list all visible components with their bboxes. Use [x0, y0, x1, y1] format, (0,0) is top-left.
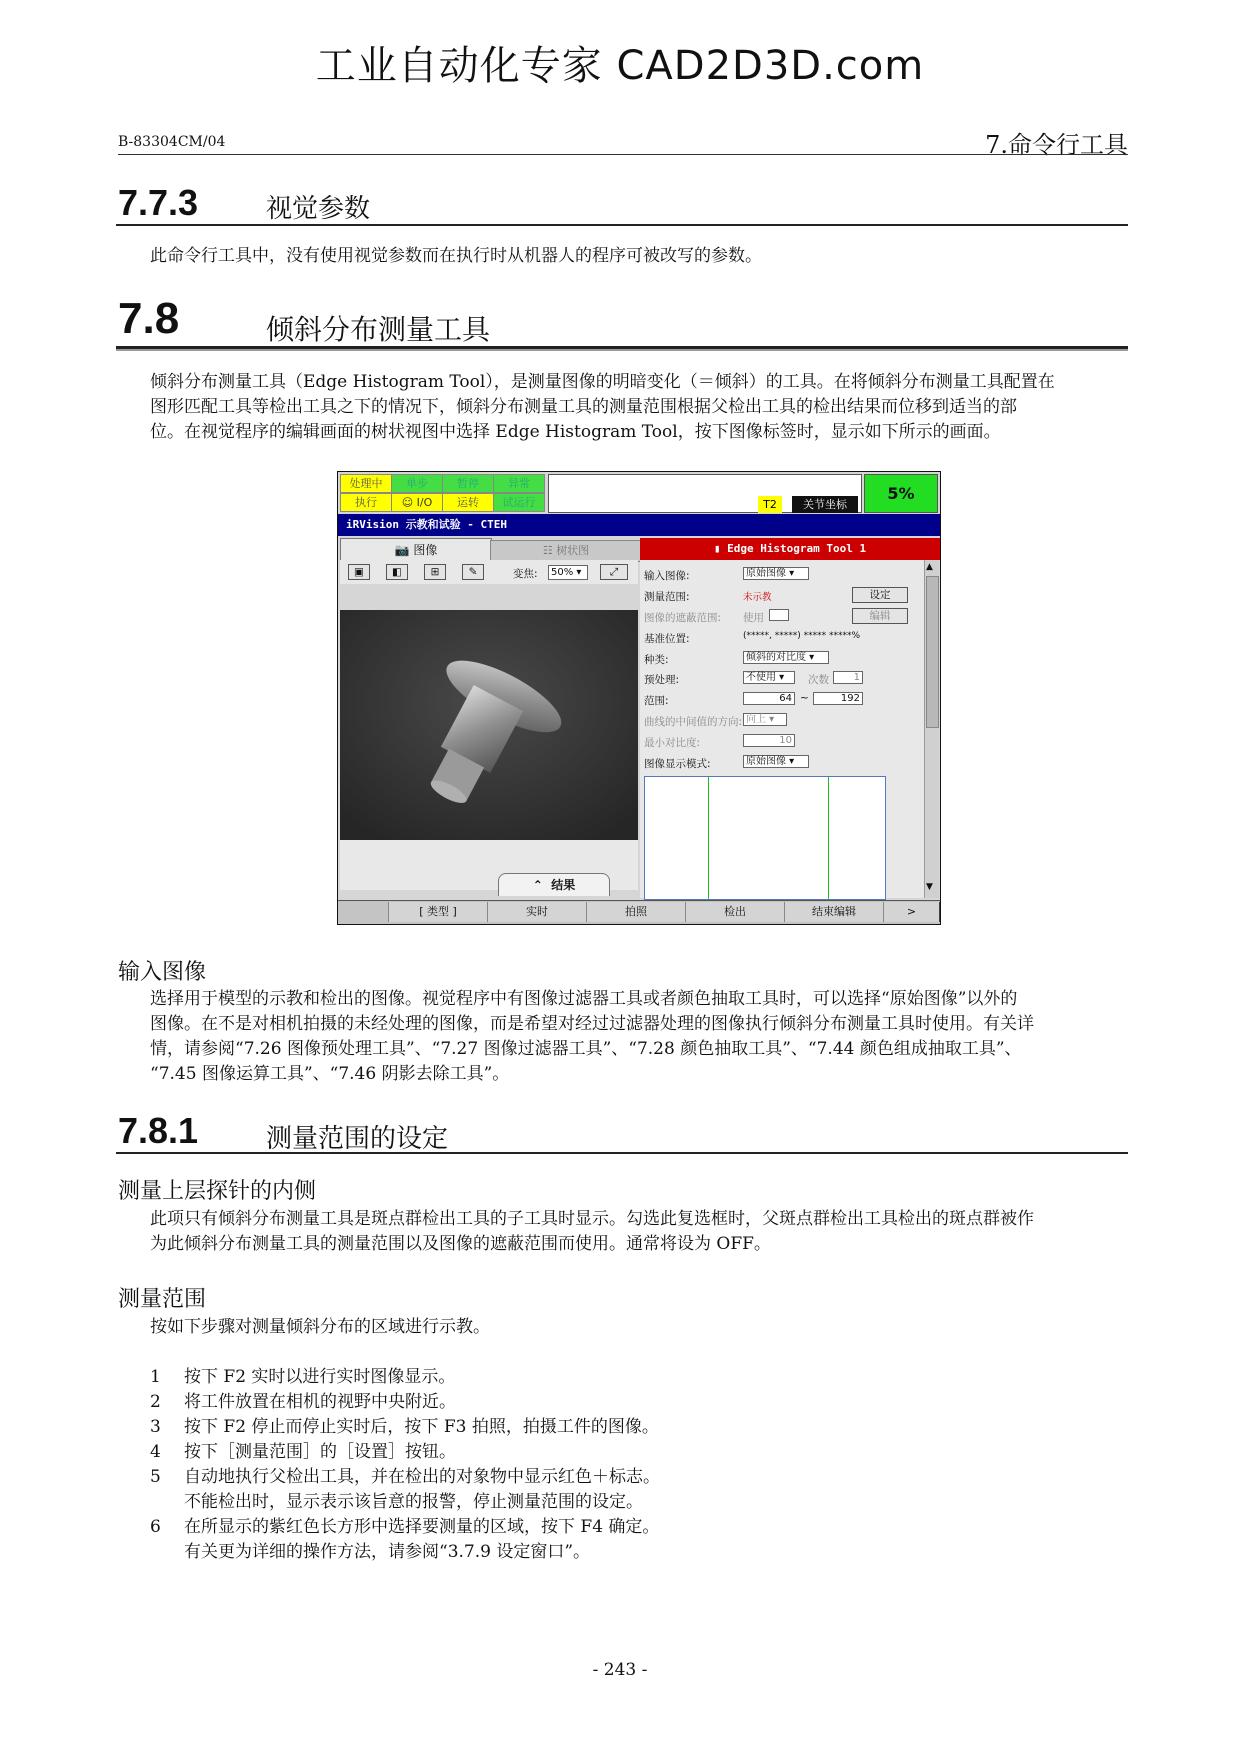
step-text: 按下［测量范围］的［设置］按钮。	[184, 1442, 456, 1462]
override-indicator: 5%	[864, 474, 938, 513]
f4-find-button[interactable]: 检出	[685, 902, 785, 922]
status-processing: 处理中	[340, 474, 392, 493]
paragraph-line: 情，请参阅“7.26 图像预处理工具”、“7.27 图像过滤器工具”、“7.28 颜色抽取工具”、“7.44 颜色组成抽取工具”、	[150, 1039, 1022, 1059]
copy-image-icon[interactable]: ◧	[386, 564, 408, 580]
paragraph-line: “7.45 图像运算工具”、“7.46 阴影去除工具”。	[150, 1064, 510, 1084]
mask-label: 图像的遮蔽范围:	[644, 612, 722, 624]
range-intro: 按如下步骤对测量倾斜分布的区域进行示教。	[150, 1317, 490, 1337]
display-mode-label: 图像显示模式:	[644, 758, 711, 770]
histogram-graph	[644, 776, 886, 900]
section-rule	[116, 346, 1128, 349]
f5-end-edit-button[interactable]: 结束编辑	[784, 902, 884, 922]
input-image-heading: 输入图像	[118, 960, 207, 985]
display-mode-value: 原始图像	[746, 756, 786, 767]
result-tab[interactable]	[498, 873, 610, 896]
f3-snap-button[interactable]: 拍照	[586, 902, 686, 922]
step-number: 2	[150, 1392, 161, 1412]
paragraph-line: 位。在视觉程序的编辑画面的树状视图中选择 Edge Histogram Tool，按下图像标签时，显示如下所示的画面。	[150, 422, 1001, 442]
teach-screen-screenshot	[337, 471, 941, 925]
section-7-8-1-number: 7.8.1	[118, 1110, 199, 1151]
histogram-range-end-line	[828, 777, 829, 899]
draw-icon[interactable]: ✎	[462, 564, 484, 580]
probe-paragraph	[150, 1207, 1034, 1257]
image-toolbar	[340, 560, 638, 584]
paragraph-line: 图形匹配工具等检出工具之下的情况下，倾斜分布测量工具的测量范围根据父检出工具的检出结果而位移到适当的部	[150, 397, 1017, 417]
camera-image[interactable]	[340, 610, 638, 840]
scroll-down-icon[interactable]: ▼	[926, 882, 933, 892]
preprocess-value: 不使用	[746, 672, 776, 683]
f2-live-button[interactable]: 实时	[487, 902, 587, 922]
status-step: 单步	[391, 474, 443, 493]
step-text: 将工件放置在相机的视野中央附近。	[184, 1392, 456, 1412]
workpiece-image	[340, 610, 638, 840]
direction-value: 向上	[746, 714, 766, 725]
paragraph-line: 选择用于模型的示教和检出的图像。视觉程序中有图像过滤器工具或者颜色抽取工具时，可以选择“原始图像”以外的	[150, 989, 1018, 1009]
mask-use-checkbox[interactable]	[769, 609, 789, 621]
tool-icon: ▮	[713, 542, 721, 555]
mask-use-label: 使用	[743, 612, 764, 624]
step-continuation: 不能检出时，显示表示该旨意的报警，停止测量范围的设定。	[184, 1492, 643, 1512]
window-title-bar: iRVision 示教和试验 - CTEH	[338, 514, 940, 536]
step-text: 按下 F2 停止而停止实时后，按下 F3 拍照，拍摄工件的图像。	[184, 1417, 659, 1437]
section-7-8-number: 7.8	[118, 294, 180, 343]
display-mode-select[interactable]: 原始图像 ▾	[743, 755, 809, 768]
grid-icon[interactable]: ⊞	[424, 564, 446, 580]
properties-scrollbar[interactable]	[924, 560, 939, 898]
tab-image[interactable]	[340, 538, 492, 561]
ref-position-value: (*****, *****) ***** *****%	[743, 631, 861, 641]
set-range-button[interactable]: 设定	[852, 587, 908, 603]
direction-label: 曲线的中间值的方向:	[644, 716, 743, 728]
status-run: 执行	[340, 493, 392, 512]
expand-up-icon: ⌃	[532, 878, 543, 892]
tab-tree[interactable]	[490, 540, 642, 562]
result-tab-label: 结果	[551, 878, 576, 892]
scroll-thumb[interactable]	[926, 576, 939, 728]
header-rule	[118, 154, 1128, 155]
probe-heading: 测量上层探针的内侧	[118, 1179, 317, 1204]
section-rule	[116, 224, 1128, 226]
input-image-paragraph	[150, 987, 1034, 1087]
section-7-8-1-title: 测量范围的设定	[266, 1124, 449, 1154]
span-label: 范围:	[644, 695, 669, 707]
site-banner: 工业自动化专家 CAD2D3D.com	[315, 43, 925, 89]
fit-view-icon[interactable]: ⤢	[600, 564, 628, 580]
step-number: 5	[150, 1467, 161, 1487]
save-image-icon[interactable]: ▣	[348, 564, 370, 580]
section-rule	[116, 1152, 1128, 1154]
status-io	[391, 493, 443, 512]
f1-type-button[interactable]: [ 类型 ]	[388, 902, 488, 922]
step-number: 4	[150, 1442, 161, 1462]
section-7-7-3-title: 视觉参数	[266, 194, 371, 224]
histogram-range-start-line	[708, 777, 709, 899]
preprocess-label: 预处理:	[644, 674, 680, 686]
kind-label: 种类:	[644, 654, 669, 666]
paragraph-line: 为此倾斜分布测量工具的测量范围以及图像的遮蔽范围而使用。通常将设为 OFF。	[150, 1234, 771, 1254]
preprocess-select[interactable]: 不使用 ▾	[743, 671, 795, 684]
input-image-label: 输入图像:	[644, 570, 690, 582]
step-number: 1	[150, 1367, 161, 1387]
min-contrast-label: 最小对比度:	[644, 737, 701, 749]
tree-icon: ☷	[542, 544, 553, 557]
paragraph-line: 图像。在不是对相机拍摄的未经处理的图像，而是希望对经过过滤器处理的图像执行倾斜分布测量工具时使用。有关详	[150, 1014, 1034, 1034]
tab-tree-label: 树状图	[556, 544, 590, 557]
tool-title-bar	[640, 538, 940, 560]
tool-title: Edge Histogram Tool 1	[727, 542, 867, 555]
paragraph-line: 此项只有倾斜分布测量工具是斑点群检出工具的子工具时显示。勾选此复选框时，父斑点群检出工具检出的斑点群被作	[150, 1209, 1034, 1229]
camera-icon: 📷	[394, 543, 410, 557]
kind-value: 倾斜的对比度	[746, 652, 806, 663]
times-input[interactable]: 1	[833, 671, 863, 684]
input-image-select[interactable]: 原始图像 ▾	[743, 567, 809, 580]
min-contrast-input[interactable]: 10	[743, 734, 795, 747]
section-7-8-paragraph	[150, 370, 1055, 445]
tool-frame-indicator: T2	[758, 496, 782, 513]
section-7-8-title: 倾斜分布测量工具	[266, 313, 491, 346]
section-7-7-3-number: 7.7.3	[118, 182, 199, 223]
step-continuation: 有关更为详细的操作方法，请参阅“3.7.9 设定窗口”。	[184, 1542, 591, 1562]
status-hold: 暂停	[442, 474, 494, 493]
span-dash: ~	[800, 692, 809, 704]
edit-mask-button[interactable]: 编辑	[852, 608, 908, 624]
zoom-select[interactable]: 50% ▾	[548, 565, 588, 580]
tab-image-label: 图像	[413, 543, 438, 557]
range-heading: 测量范围	[118, 1287, 207, 1312]
kind-select[interactable]: 倾斜的对比度 ▾	[743, 651, 829, 664]
status-test: 试运行	[493, 493, 545, 512]
next-page-button[interactable]: >	[883, 902, 940, 922]
person-icon: ☺	[401, 496, 414, 509]
measure-range-status: 未示教	[743, 592, 772, 603]
step-number: 6	[150, 1517, 161, 1537]
step-number: 3	[150, 1417, 161, 1437]
step-text: 在所显示的紫红色长方形中选择要测量的区域，按下 F4 确定。	[184, 1517, 660, 1537]
input-image-value: 原始图像	[746, 568, 786, 579]
measure-range-label: 测量范围:	[644, 591, 690, 603]
status-operation: 运转	[442, 493, 494, 512]
chapter-header: 7.命令行工具	[985, 131, 1128, 159]
direction-select[interactable]: 向上 ▾	[743, 713, 787, 726]
scroll-up-icon[interactable]: ▲	[926, 562, 933, 572]
status-fault: 异常	[493, 474, 545, 493]
ref-position-label: 基准位置:	[644, 633, 690, 645]
span-from-input[interactable]: 64	[743, 692, 795, 705]
page-number: - 243 -	[592, 1660, 648, 1680]
zoom-label: 变焦:	[513, 568, 538, 580]
status-io-label: I/O	[416, 496, 433, 509]
span-to-input[interactable]: 192	[813, 692, 863, 705]
times-label: 次数	[808, 674, 829, 686]
document-id: B-83304CM/04	[118, 134, 226, 150]
zoom-value: 50%	[551, 567, 574, 578]
paragraph-line: 倾斜分布测量工具（Edge Histogram Tool），是测量图像的明暗变化（＝倾斜）的工具。在将倾斜分布测量工具配置在	[150, 372, 1055, 392]
section-7-7-3-text: 此命令行工具中，没有使用视觉参数而在执行时从机器人的程序可被改写的参数。	[150, 246, 762, 266]
coord-system-indicator: 关节坐标	[792, 496, 858, 513]
step-text: 按下 F2 实时以进行实时图像显示。	[184, 1367, 456, 1387]
step-text: 自动地执行父检出工具，并在检出的对象物中显示红色＋标志。	[184, 1467, 660, 1487]
